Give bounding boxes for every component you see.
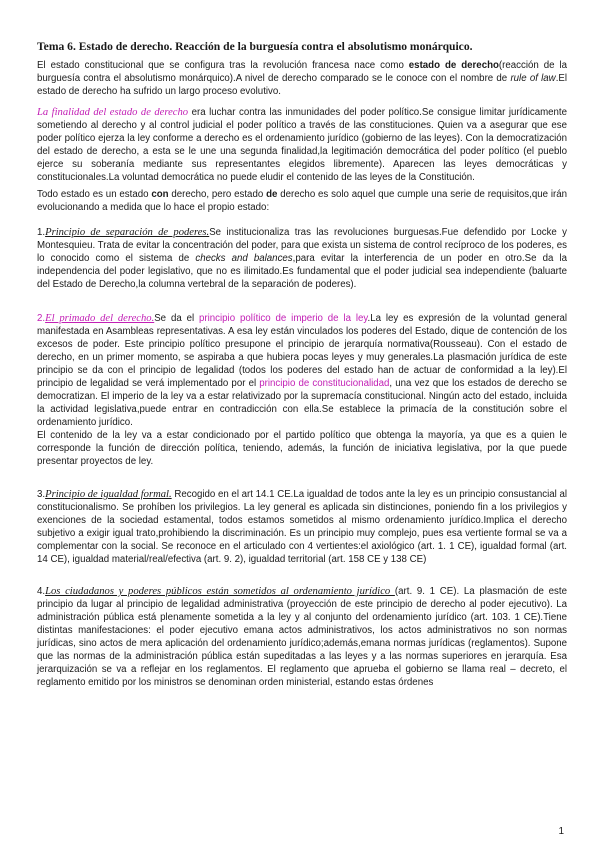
section-2-heading: El primado del derecho. [45, 313, 155, 324]
section-4-heading: Los ciudadanos y poderes públicos están sometidos al ordenamiento jurídico [45, 586, 395, 597]
section-2-highlight-constitucionalidad: principio de constitucionalidad [259, 378, 390, 389]
section-1-text: Se institucionaliza tras las revoluciones burguesas.Fue defendido por Locke y Montesquieu. Trata de evitar la concentración del poder, para que exista un sistema de control recíproco de los poderes, es lo conocido como el sistema de [37, 227, 568, 264]
section-2-continuation: El contenido de la ley va a estar condicionado por el partido político que obtenga la mayoría, ya que es a quien le corresponde la función de dirección política, teniendo, además, la función de iniciativa legislativa, por la que puede presentar proyectos de ley. [37, 430, 567, 467]
intro-text: El estado constitucional que se configura tras la revolución francesa nace como [37, 60, 409, 71]
todo-bold-de: de [266, 189, 278, 200]
todo-text: Todo estado es un estado [37, 189, 152, 200]
section-3-heading: Principio de igualdad formal. [45, 489, 172, 500]
finalidad-heading: La finalidad del estado de derecho [37, 107, 189, 118]
section-3-number: 3. [37, 489, 46, 500]
intro-italic-term: rule of law [510, 73, 556, 84]
section-4-text: (art. 9. 1 CE). La plasmación de este principio da lugar al principio de legalidad administrativa (proyección de este principio de derecho al poder ejecutivo). La administración pública está plenamente sometida a la ley y al conjunto del ordenamiento jurídico (art. 103. 1 CE).Tiene distintas manifestaciones: el poder ejecutivo emana actos administrativos, los actos administrativos no son normas jurídicas, sino actos de mera aplicación del ordenamiento jurídico;además,emana normas jurídicas (reglamentos). Supone que las normas de la administración pública están supeditadas a las leyes y a las normas superiores en jerarquía. Esa jerarquización se va a reflejar en los reglamentos. El reglamento que aprueba el gobierno se llama real – decreto, el reglamento emitido por los ministros se denominan orden ministerial, estando estas órdenes [37, 586, 567, 688]
todo-bold-con: con [151, 189, 169, 200]
finalidad-paragraph [37, 106, 567, 184]
page-number: 1 [558, 826, 564, 837]
finalidad-text: era luchar contra las inmunidades del poder político.Se consigue limitar jurídicamente sometiendo al derecho y al control judicial el poder político a través de las constituciones. Quien va a asegurar que ese poder político ejerza la ley conforme a derecho es el ordenamiento jurídico (gobierno de las leyes). Con la democratización del estado de derecho, a esta se le une una segunda finalidad,la legitimación democrática del poder político (el pueblo ejerce su soberanía mediante sus representantes elegidos libremente). Aparecen las leyes democráticas y constitucionales.La voluntad democrática no puede eludir el contenido de las leyes de la Constitución. [37, 107, 568, 183]
section-3 [37, 488, 567, 566]
section-2-text: , una vez que los estados de derecho se democratizan. El imperio de la ley va a estar relativizado por la supremacía constitucional. Ningún acto del estado, incluida la actividad legislativa,puede entrar en contradicción con ella.Se establece la primacía de la constitución sobre el ordenamiento jurídico. [37, 378, 567, 428]
section-2-text: Se da el [154, 313, 199, 324]
section-1-text: ,para evitar la interferencia de un poder en otro.Se da la independencia del poder legislativo, que no es ilimitado.Es fundamental que el poder judicial sea independiente (baluarte del Estado de Derecho,la columna vertebral de la separación de poderes). [37, 253, 567, 290]
todo-paragraph [37, 188, 567, 214]
section-4 [37, 585, 567, 689]
section-2-number: 2. [37, 313, 46, 324]
section-1-heading: Principio de separación de poderes. [45, 227, 210, 238]
intro-text: .El estado de derecho ha sufrido un largo proceso evolutivo. [37, 73, 567, 97]
section-2 [37, 312, 567, 429]
section-2-highlight-imperio: principio político de imperio de la ley [199, 313, 368, 324]
intro-bold-term: estado de derecho [408, 60, 499, 71]
intro-text: (reacción de la burguesía contra el absolutismo monárquico).A nivel de derecho comparado se le conoce con el nombre de [37, 60, 567, 84]
todo-text: derecho es solo aquel que cumple una serie de requisitos,que irán evolucionando a medida que lo hace el propio estado: [37, 189, 567, 213]
intro-paragraph [37, 59, 567, 98]
section-1-italic-term: checks and balances [195, 253, 293, 264]
section-3-text: Recogido en el art 14.1 CE.La igualdad de todos ante la ley es un principio consustancial al constitucionalismo. Se prohíben los privilegios. La ley general es aplicada sin distinciones, poniendo fin a los privilegios y exenciones de la sociedad estamental, todos estamos sometidos al mismo ordenamiento jurídico.Implica el derecho subjetivo a exigir igual trato,prohibiendo la discriminación. Es un principio muy complejo, pues esa vertiente formal se va a complementar con la social. Se reconoce en el articulado con 4 vertientes:el axiológico (art. 1. 1 CE), igualdad formal (art. 14 CE), igualdad material/real/efectiva (art. 9. 2), igualdad territorial (art. 158 CE y 138 CE) [37, 489, 567, 565]
page-title: Tema 6. Estado de derecho. Reacción de la burguesía contra el absolutismo monárquico. [37, 40, 473, 53]
section-2-text: .La ley es expresión de la voluntad general manifestada en Asambleas representativas. A esa ley están vinculados los poderes del Estado, dique de contención de los excesos de poder. Este principio político presupone el principio de jerarquía normativa(Rousseau). Con el estado de derecho, en un primer momento, se aspiraba a que hubiera pocas leyes y muy generales.La plasmación jurídica de este principio se da con el principio de legalidad (todos los poderes del estado han de actuar de conformidad a la ley).El principio de legalidad se verá implementado por el [37, 313, 567, 389]
section-1-number: 1. [37, 227, 46, 238]
section-4-number: 4. [37, 586, 46, 597]
todo-text: derecho, pero estado [168, 189, 267, 200]
document-page [37, 40, 567, 689]
section-1 [37, 226, 567, 291]
